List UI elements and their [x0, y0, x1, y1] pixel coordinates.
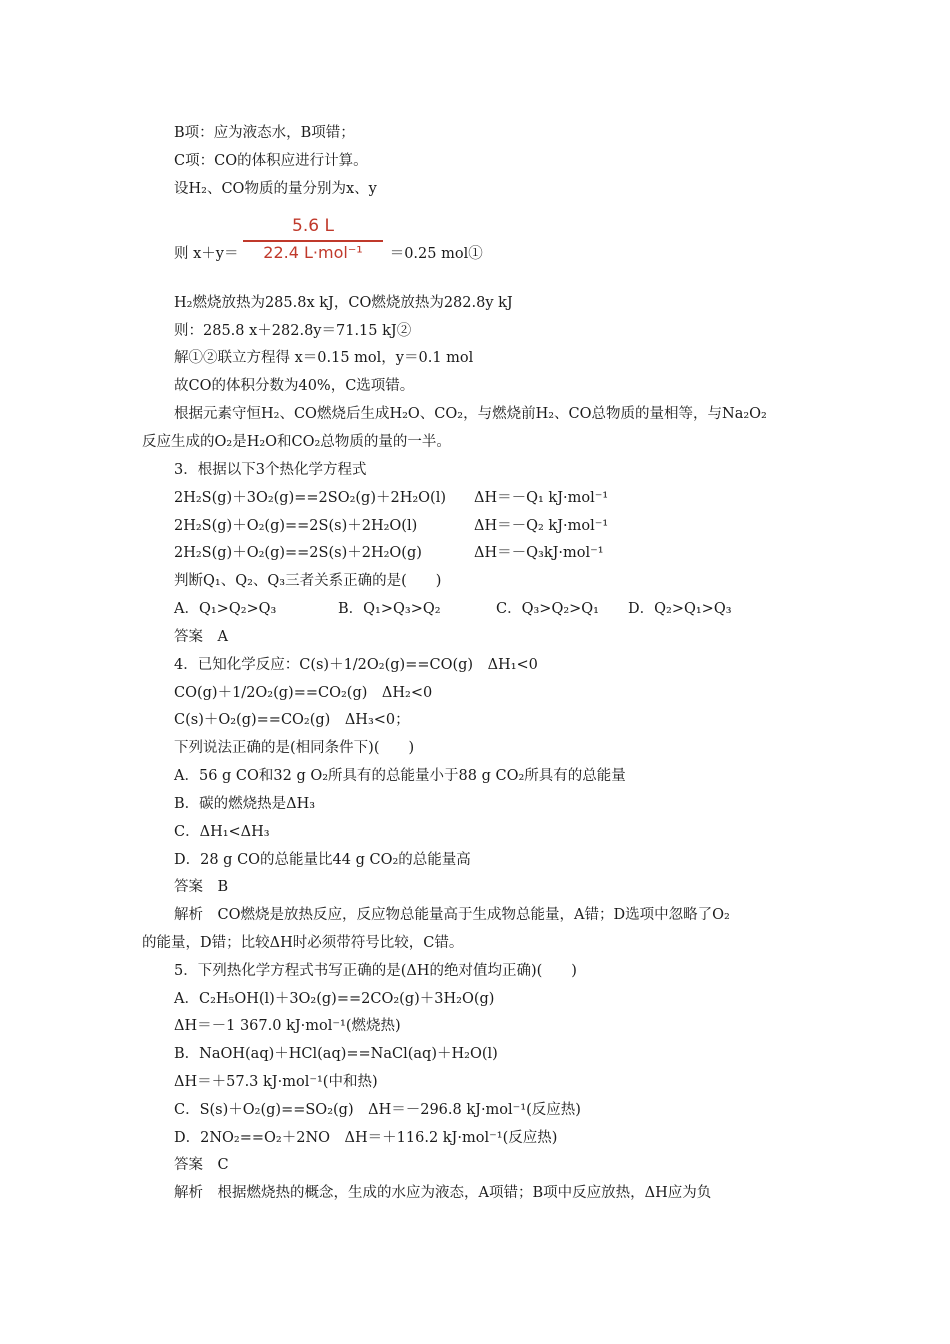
- option-b: B．NaOH(aq)＋HCl(aq)==NaCl(aq)＋H₂O(l): [174, 1046, 498, 1062]
- question-5-title: 5．下列热化学方程式书写正确的是(ΔH的绝对值均正确)( ): [174, 963, 577, 979]
- equation-suffix: ＝0.25 mol①: [389, 246, 483, 262]
- analysis: 解析 CO燃烧是放热反应，反应物总能量高于生成物总能量，A错；D选项中忽略了O₂: [174, 907, 730, 923]
- equation: 2H₂S(g)＋3O₂(g)==2SO₂(g)＋2H₂O(l): [174, 490, 447, 506]
- fraction-numerator: 5.6 L: [292, 216, 334, 236]
- fraction-bar: [243, 240, 383, 242]
- enthalpy-change: ΔH＝－Q₂ kJ·mol⁻¹: [474, 518, 609, 534]
- analysis: 解析 根据燃烧热的概念，生成的水应为液态，A项错；B项中反应放热，ΔH应为负: [174, 1185, 712, 1201]
- text-line: C项：CO的体积应进行计算。: [174, 153, 368, 169]
- option-b: B．碳的燃烧热是ΔH₃: [174, 796, 316, 812]
- option-c: C．Q₃>Q₂>Q₁: [496, 601, 599, 617]
- enthalpy-change: ΔH＝－Q₁ kJ·mol⁻¹: [474, 490, 609, 506]
- enthalpy-change: ΔH＝＋57.3 kJ·mol⁻¹(中和热): [174, 1074, 378, 1090]
- answer: 答案 B: [174, 879, 229, 895]
- option-b: B．Q₁>Q₃>Q₂: [338, 601, 441, 617]
- equation-line: [174, 516, 820, 536]
- text-line: 根据元素守恒H₂、CO燃烧后生成H₂O、CO₂，与燃烧前H₂、CO总物质的量相等，与Na₂O₂: [174, 406, 767, 422]
- text-line: H₂燃烧放热为285.8x kJ，CO燃烧放热为282.8y kJ: [174, 295, 513, 311]
- text-line: 反应生成的O₂是H₂O和CO₂总物质的量的一半。: [142, 434, 451, 450]
- text-line: 故CO的体积分数为40%，C选项错。: [174, 378, 415, 394]
- question-3-title: 3．根据以下3个热化学方程式: [174, 462, 367, 478]
- answer: 答案 A: [174, 629, 228, 645]
- option-d: D．Q₂>Q₁>Q₃: [628, 601, 732, 617]
- equation: 2H₂S(g)＋O₂(g)==2S(s)＋2H₂O(g): [174, 545, 422, 561]
- text-line: 则：285.8 x＋282.8y＝71.15 kJ②: [174, 323, 412, 339]
- question-stem: 下列说法正确的是(相同条件下)( ): [174, 740, 415, 756]
- option-c: C．ΔH₁<ΔH₃: [174, 824, 270, 840]
- fraction-denominator: 22.4 L·mol⁻¹: [263, 243, 363, 262]
- option-a: A．56 g CO和32 g O₂所具有的总能量小于88 g CO₂所具有的总能量: [174, 768, 626, 784]
- equation-prefix: 则 x＋y＝: [174, 246, 239, 262]
- answer: 答案 C: [174, 1157, 229, 1173]
- question-4-title: 4．已知化学反应：C(s)＋1/2O₂(g)==CO(g) ΔH₁<0: [174, 657, 538, 673]
- text-line: 设H₂、CO物质的量分别为x、y: [174, 181, 377, 197]
- equation-line: [174, 543, 820, 563]
- enthalpy-change: ΔH＝－Q₃kJ·mol⁻¹: [474, 545, 604, 561]
- option-a: A．Q₁>Q₂>Q₃: [174, 601, 277, 617]
- text-line: 解①②联立方程得 x＝0.15 mol，y＝0.1 mol: [174, 350, 474, 366]
- equation-line: C(s)＋O₂(g)==CO₂(g) ΔH₃<0；: [174, 712, 410, 728]
- equation-line: [174, 488, 820, 508]
- text-line: B项：应为液态水，B项错；: [174, 125, 355, 141]
- option-a: A．C₂H₅OH(l)＋3O₂(g)==2CO₂(g)＋3H₂O(g): [174, 991, 495, 1007]
- question-stem: 判断Q₁、Q₂、Q₃三者关系正确的是( ): [174, 573, 442, 589]
- fraction-image: [243, 216, 383, 266]
- equation-line: CO(g)＋1/2O₂(g)==CO₂(g) ΔH₂<0: [174, 685, 433, 701]
- analysis: 的能量，D错；比较ΔH时必须带符号比较，C错。: [142, 935, 464, 951]
- equation: 2H₂S(g)＋O₂(g)==2S(s)＋2H₂O(l): [174, 518, 418, 534]
- option-c: C．S(s)＋O₂(g)==SO₂(g) ΔH＝－296.8 kJ·mol⁻¹(反应热): [174, 1102, 581, 1118]
- option-d: D．2NO₂==O₂＋2NO ΔH＝＋116.2 kJ·mol⁻¹(反应热): [174, 1130, 558, 1146]
- enthalpy-change: ΔH＝－1 367.0 kJ·mol⁻¹(燃烧热): [174, 1018, 401, 1034]
- option-d: D．28 g CO的总能量比44 g CO₂的总能量高: [174, 852, 471, 868]
